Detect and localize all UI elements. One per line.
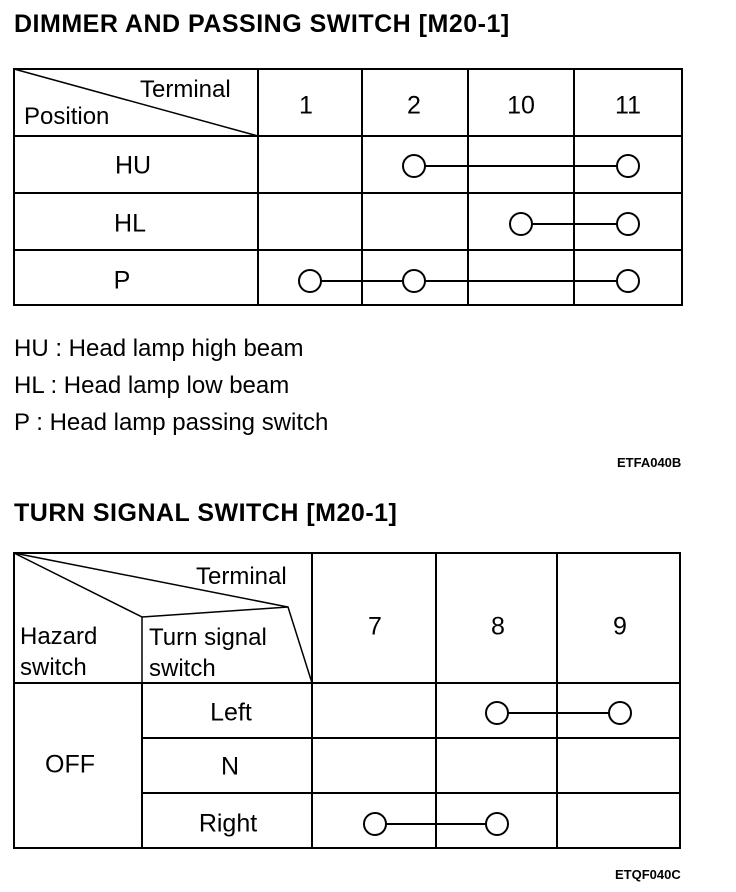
dimmer-legend-hl: HL : Head lamp low beam [14,372,290,399]
connection-terminal-dot [609,702,631,724]
dimmer-legend-p: P : Head lamp passing switch [14,409,329,436]
turn-header-terminal: Terminal [196,563,287,590]
turn-hazard-value: OFF [45,750,95,779]
turn-header-hazard-text: Hazard switch [20,623,98,681]
connection-terminal-dot [486,702,508,724]
dimmer-header-position: Position [24,103,110,130]
dimmer-row-label-hl: HL [114,209,146,238]
dimmer-legend-hu: HU : Head lamp high beam [14,335,304,362]
turn-header-turn-signal-text: Turn signal switch [149,624,267,682]
dimmer-terminal-11: 11 [615,91,641,120]
turn-terminal-7: 7 [368,612,382,641]
turn-terminal-8: 8 [491,612,505,641]
turn-terminal-9: 9 [613,612,627,641]
dimmer-row-label-hu: HU [114,151,152,180]
turn-header-turn-signal [149,622,267,684]
turn-row-label-right: Right [198,809,258,838]
turn-title: TURN SIGNAL SWITCH [M20-1] [14,499,398,527]
turn-row-label-left: Left [210,698,252,727]
turn-header-hazard [20,621,97,683]
dimmer-row-label-p: P [113,266,131,295]
turn-row-label-n: N [220,752,240,781]
turn-figure-code: ETQF040C [615,867,681,882]
dimmer-header-terminal: Terminal [140,76,231,103]
connection-terminal-dot [486,813,508,835]
connection-terminal-dot [364,813,386,835]
dimmer-figure-code: ETFA040B [617,455,682,470]
dimmer-terminal-2: 2 [407,91,421,120]
dimmer-terminal-10: 10 [507,91,535,120]
dimmer-title: DIMMER AND PASSING SWITCH [M20-1] [14,10,510,38]
dimmer-terminal-1: 1 [299,91,313,120]
